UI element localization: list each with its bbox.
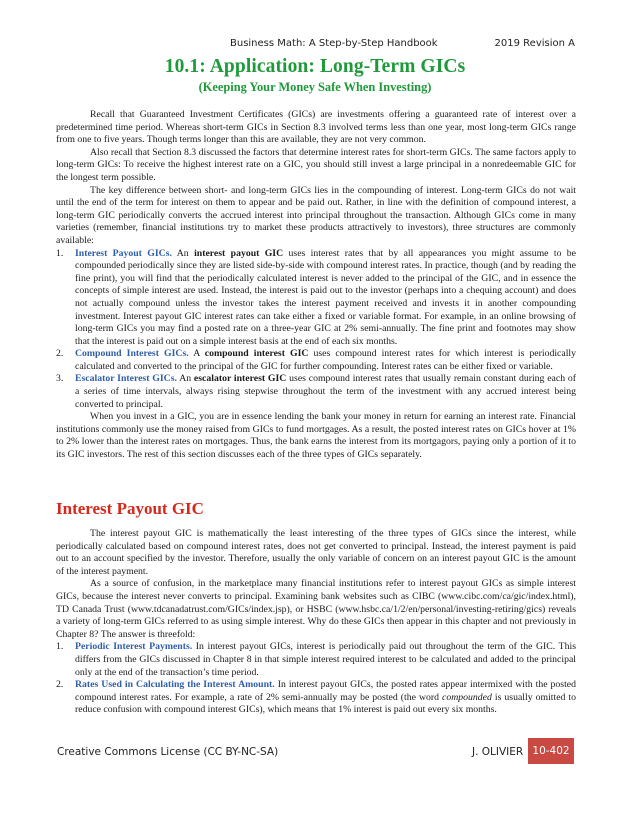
list-item-text: is usually omitted to reduce confusion with compound interest GICs), which means that 1% interest is paid out every six months.	[75, 691, 577, 716]
term-compound-interest-gics: Compound Interest GICs.	[75, 348, 189, 360]
term-escalator-interest-gics: Escalator Interest GICs.	[75, 373, 177, 385]
term-rates-used: Rates Used in Calculating the Interest Amount.	[75, 679, 275, 691]
list-item	[56, 248, 576, 349]
list-number: 1.	[56, 247, 64, 259]
page-subtitle: (Keeping Your Money Safe When Investing)	[198, 80, 432, 94]
list-item	[56, 348, 576, 373]
list-item-text: In interest payout GICs, the posted rates appear intermixed with the posted compound interest rates. For example, a rate of 2% semi-annually may be posted (the word	[75, 679, 576, 703]
page-title: 10.1: Application: Long-Term GICs	[164, 56, 466, 77]
term-interest-payout-gics: Interest Payout GICs.	[75, 247, 172, 259]
footer-license: Creative Commons License (CC BY-NC-SA)	[57, 746, 279, 758]
interest-payout-section	[56, 528, 576, 717]
list-number: 2.	[56, 348, 64, 360]
italic-word-compounded: compounded	[442, 691, 492, 703]
header-revision: 2019 Revision A	[494, 38, 575, 49]
intro-paragraph-2: Also recall that Section 8.3 discussed the factors that determine interest rates for short-term GICs. The same factors apply to long-term GICs: To receive the highest interest rate on a GIC, you should still invest a large principal in a nonredeemable GIC for the longest term possible.	[56, 146, 576, 183]
keyword-escalator-interest-gic: escalator interest GIC	[193, 373, 287, 385]
list-item	[56, 641, 576, 679]
list-item-text: uses interest rates that by all appearances you might assume to be compounded periodically since they are listed side-by-side with compound interest rates. In practice, though (and by reading the fine print), you will find that the periodically calculated interest is never added to the principal of the GIC, and in essence the concepts of simple interest are used. Instead, the interest is paid out to the investor (perhaps into a chequing account) and does not actually compound unless the investor takes the interest payment received and invests it in another compounding investment. Interest payout GIC interest rates can take either a fixed or variable format. For example, in an online browsing of long-term GICs you may find a posted rate on a three-year GIC at 2% semi-annually. The fine print and footnotes may show that the interest is paid out on a simple interest basis at the end of each six months.	[75, 247, 577, 347]
list-number: 2.	[56, 679, 64, 691]
page-number-badge: 10-402	[528, 738, 574, 764]
keyword-interest-payout-gic: interest payout GIC	[194, 247, 284, 259]
list-lead-word: A	[193, 348, 200, 360]
list-lead-word: An	[176, 247, 189, 259]
keyword-compound-interest-gic: compound interest GIC	[204, 348, 309, 360]
intro-section	[56, 109, 576, 462]
section-paragraph-1: The interest payout GIC is mathematically the least interesting of the three types of GICs since the interest, while periodically calculated based on compound interest rates, does not get converted to principal. Instead, the interest payment is paid out to an account specified by the investor. Therefore, usually the only variable of concern on an interest payout GIC is the amount of the interest payment.	[56, 528, 576, 577]
intro-paragraph-1: Recall that Guaranteed Investment Certificates (GICs) are investments offering a guaranteed rate of interest over a predetermined time period. Whereas short-term GICs in Section 8.3 involved terms less than one year, most long-term GICs range from one to five years. Though terms longer than this are available, they are not very common.	[56, 109, 576, 146]
list-item	[56, 679, 576, 717]
section-paragraph-2: As a source of confusion, in the marketplace many financial institutions refer to interest payout GICs as simple interest GICs, because the interest never converts to principal. Examining bank websites such as CIBC (www.cibc.com/ca/gic/index.html), TD Canada Trust (www.tdcanadatrust.com/GICs/index.jsp), or HSBC (www.hsbc.ca/1/2/en/personal/investing-retiring/gics) reveals a variety of long-term GICs referred to as using simple interest. Why do these GICs then appear in this chapter and not previously in Chapter 8? The answer is threefold:	[56, 578, 576, 640]
section-heading: Interest Payout GIC	[56, 499, 204, 518]
intro-paragraph-4: When you invest in a GIC, you are in essence lending the bank your money in return for earning an interest rate. Financial institutions commonly use the money raised from GICs to fund mortgages. As a result, the posted interest rates on GICs hover at 1% to 2% lower than the interest rates on mortgages. Thus, the bank earns the interest from its mortgagors, paying only a portion of it to its GIC investors. The rest of this section discusses each of the three types of GICs separately.	[56, 411, 576, 461]
list-item-text: uses compound interest rates that usually remain constant during each of a series of time intervals, always rising stepwise throughout the term of the investment with any accrued interest being converted to principal.	[75, 373, 577, 410]
intro-paragraph-3: The key difference between short- and long-term GICs lies in the compounding of interest. Long-term GICs do not wait until the end of the term for interest on them to appear and be paid out. Rather, in line with the definition of compound interest, a long-term GIC periodically converts the accrued interest into principal throughout the transaction. Although GICs come in many varieties (remember, financial institutions try to market these products attractively to investors), three structures are commonly available:	[56, 184, 576, 246]
list-lead-word: An	[179, 373, 192, 385]
footer-author: J. OLIVIER	[472, 746, 524, 758]
list-number: 1.	[56, 641, 64, 653]
term-periodic-interest-payments: Periodic Interest Payments.	[75, 641, 193, 653]
list-item-text: uses compound interest rates for which interest is periodically calculated and converted to the principal of the GIC for further compounding. Interest rates can be either fixed or variable.	[75, 348, 576, 372]
list-item-text: In interest payout GICs, interest is periodically paid out throughout the term of the GIC. This differs from the GICs discussed in Chapter 8 in that simple interest required interest to be calculated and added to the principal only at the end of the transaction’s time period.	[75, 641, 576, 678]
list-number: 3.	[56, 373, 64, 385]
list-item	[56, 373, 576, 411]
header-book-title: Business Math: A Step-by-Step Handbook	[230, 38, 438, 49]
